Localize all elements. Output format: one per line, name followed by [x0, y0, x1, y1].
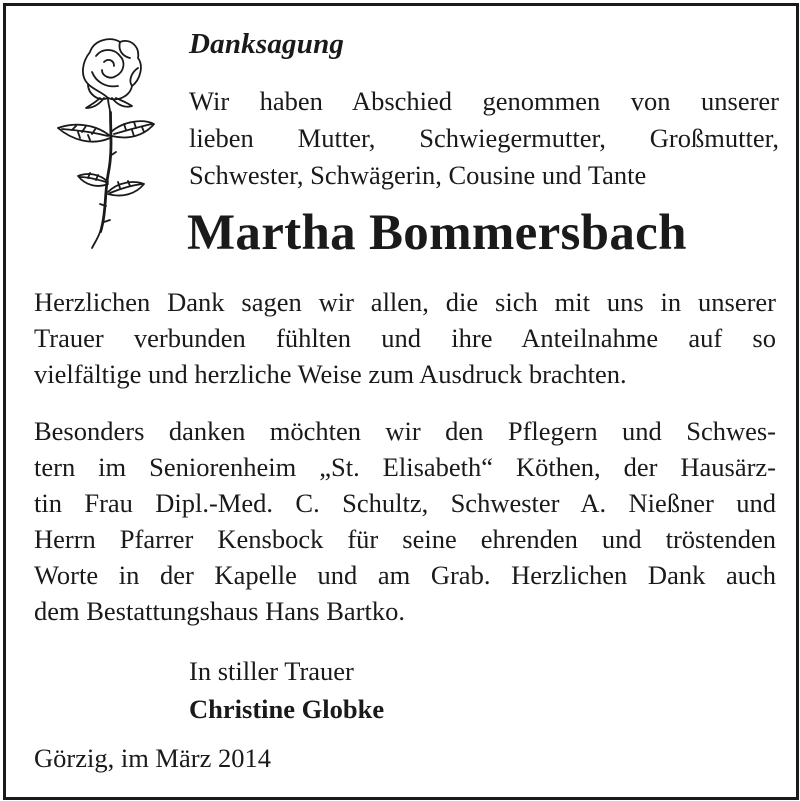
place-date: Görzig, im März 2014 [34, 743, 271, 773]
paragraph-line: Worte in der Kapelle und am Grab. Herzlichen Dank auch [34, 560, 776, 590]
paragraph-line: dem Bestattungshaus Hans Bartko. [34, 596, 405, 626]
intro-text [189, 83, 779, 194]
thanks-paragraph-1 [34, 284, 776, 392]
signature-block [189, 652, 384, 728]
signer-name: Christine Globke [189, 694, 385, 724]
paragraph-line: Herrn Pfarrer Kensbock für seine ehrenden und tröstenden [34, 524, 776, 554]
paragraph-line: Trauer verbunden fühlten und ihre Anteilnahme auf so [34, 323, 776, 353]
rose-icon [48, 32, 168, 250]
paragraph-line: vielfältige und herzliche Weise zum Ausdruck brachten. [34, 359, 627, 389]
obituary-notice-frame [3, 3, 799, 800]
intro-line: Wir haben Abschied genommen von unserer [189, 86, 779, 116]
intro-line: Schwester, Schwägerin, Cousine und Tante [189, 160, 647, 190]
heading-danksagung: Danksagung [189, 28, 345, 60]
paragraph-line: Besonders danken möchten wir den Pflegern und Schwes- [34, 416, 776, 446]
thanks-paragraph-2 [34, 413, 776, 629]
closing-text: In stiller Trauer [189, 656, 354, 686]
paragraph-line: tin Frau Dipl.-Med. C. Schultz, Schwester A. Nießner und [34, 488, 776, 518]
paragraph-line: Herzlichen Dank sagen wir allen, die sich mit uns in unserer [34, 287, 776, 317]
deceased-name: Martha Bommersbach [187, 205, 687, 261]
paragraph-line: tern im Seniorenheim „St. Elisabeth“ Köthen, der Hausärz- [34, 452, 776, 482]
intro-line: lieben Mutter, Schwiegermutter, Großmutter, [189, 123, 779, 153]
